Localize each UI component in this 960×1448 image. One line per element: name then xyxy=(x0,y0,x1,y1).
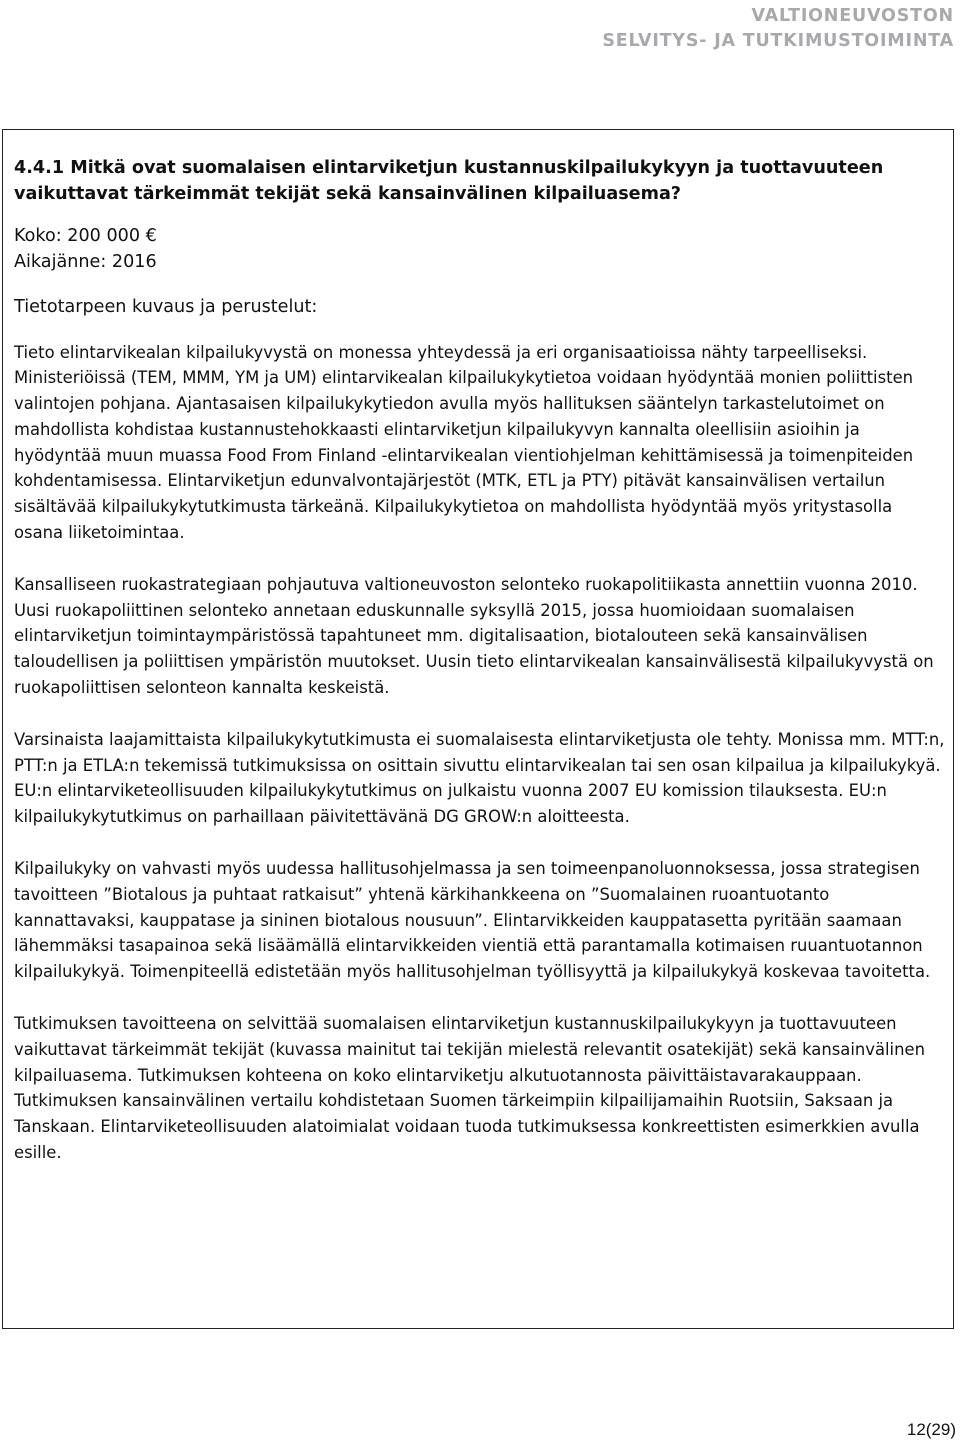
paragraph-1: Tieto elintarvikealan kilpailukyvystä on monessa yhteydessä ja eri organisaatioissa nähty tarpeelliseksi. Ministeriöissä (TEM, MMM, YM ja UM) elintarvikealan kilpailukykytietoa voidaan hyödyntää monien poliittisten valintojen pohjana. Ajantasaisen kilpailukykytiedon avulla myös hallituksen sääntelyn tarkastelutoimet on mahdollista kohdistaa kustannustehokkaasti elintarviketjun kilpailukyvyn kannalta oleellisiin asioihin ja hyödyntää muun muassa Food From Finland -elintarvikealan vientiohjelman kehittämisessä ja toimenpiteiden kohdentamisessa. Elintarviketjun edunvalvontajärjestöt (MTK, ETL ja PTY) pitävät kansainvälisen vertailun sisältävää kilpailukykytutkimusta tärkeänä. Kilpailukykytietoa on mahdollista hyödyntää myös yritystasolla osana liiketoimintaa. xyxy=(14,342,914,543)
project-period: Aikajänne: 2016 xyxy=(14,251,157,272)
content-box xyxy=(2,129,954,1329)
project-meta xyxy=(14,224,945,275)
project-size: Koko: 200 000 € xyxy=(14,226,157,246)
publisher-line-2: SELVITYS- JA TUTKIMUSTOIMINTA xyxy=(602,31,954,51)
page-number: 12(29) xyxy=(906,1420,956,1439)
section-heading: 4.4.1 Mitkä ovat suomalaisen elintarviketjun kustannuskilpailukykyyn ja tuottavuuteen vaikuttavat tärkeimmät tekijät sekä kansainvälinen kilpailuasema? xyxy=(14,158,884,204)
description-heading: Tietotarpeen kuvaus ja perustelut: xyxy=(14,297,318,317)
paragraph-4: Kilpailukyky on vahvasti myös uudessa hallitusohjelmassa ja sen toimeenpanoluonnoksessa, jossa strategisen tavoitteen ”Biotalous ja puhtaat ratkaisut” yhtenä kärkihankkeena on ”Suomalainen ruoantuotanto kannattavaksi, kauppatase ja sininen biotalous nousuun”. Elintarvikkeiden kauppatasetta pyritään saamaan lähemmäksi tasapainoa sekä lisäämällä elintarvikkeiden vientiä että parantamalla kotimaisen ruuantuotannon kilpailukykyä. Toimenpiteellä edistetään myös hallitusohjelman työllisyyttä ja kilpailukykyä koskevaa tavoitetta. xyxy=(14,859,931,982)
paragraph-3: Varsinaista laajamittaista kilpailukykytutkimusta ei suomalaisesta elintarviketjusta ole tehty. Monissa mm. MTT:n, PTT:n ja ETLA:n tekemissä tutkimuksissa on osittain sivuttu elintarvikealan tai sen osan kilpailua ja kilpailukykyä. EU:n elintarviketeollisuuden kilpailukykytutkimus on julkaistu vuonna 2007 EU komission tilauksesta. EU:n kilpailukykytutkimus on parhaillaan päivitettävänä DG GROW:n aloitteesta. xyxy=(14,729,945,827)
paragraph-2: Kansalliseen ruokastrategiaan pohjautuva valtioneuvoston selonteko ruokapolitiikasta annettiin vuonna 2010. Uusi ruokapoliittinen selonteko annetaan eduskunnalle syksyllä 2015, jossa huomioidaan suomalaisen elintarviketjun toimintaympäristössä tapahtuneet mm. digitalisaation, biotalouteen sekä kansainvälisen taloudellisen ja poliittisen ympäristön muutokset. Uusin tieto elintarvikealan kansainvälisestä kilpailukyvystä on ruokapoliittisen selonteon kannalta keskeistä. xyxy=(14,574,934,698)
paragraph-5: Tutkimuksen tavoitteena on selvittää suomalaisen elintarviketjun kustannuskilpailukykyyn ja tuottavuuteen vaikuttavat tärkeimmät tekijät (kuvassa mainitut tai tekijän mielestä relevantit osatekijät) sekä kansainvälinen kilpailuasema. Tutkimuksen kohteena on koko elintarviketju alkutuotannosta päivittäistavarakauppaan. Tutkimuksen kansainvälinen vertailu kohdistetaan Suomen tärkeimpiin kilpailijamaihin Ruotsiin, Saksaan ja Tanskaan. Elintarviketeollisuuden alatoimialat voidaan tuoda tutkimuksessa konkreettisten esimerkkien avulla esille. xyxy=(14,1014,925,1163)
publisher-header xyxy=(602,4,954,54)
publisher-line-1: VALTIONEUVOSTON xyxy=(751,6,954,26)
